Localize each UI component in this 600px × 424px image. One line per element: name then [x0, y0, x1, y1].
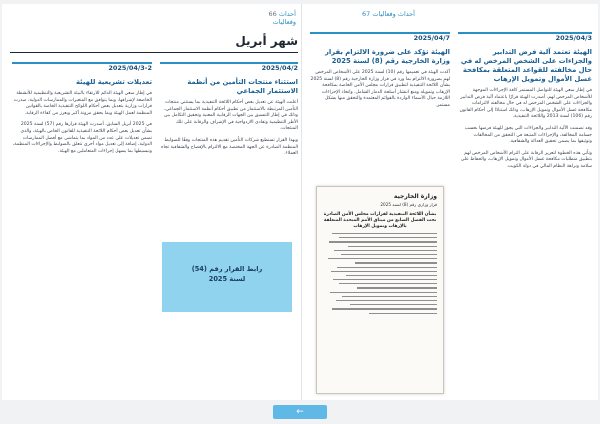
column-date-4: 2025/04/3 — [458, 32, 592, 42]
article-paragraph: في 2025 أبريل السابق، أصدرت الهيئة قرارها رقم (57) لسنة 2025 بشأن تعديل بعض أحكام اللائحة التنفيذية للقانون الخاص بالهيئة، والذي تضمن تعديلات على عدد من المواد بما يتماشى مع أفضل الممارسات الدولية، إضافة إلى تعديل مواد أخرى تتعلق بالضوابط والإجراءات المنظمة، وتبسيطها بما يسهل إجراءات المتعاملين مع الهيئة. — [12, 122, 152, 154]
article-paragraph: وقد تضمنت الآلية التدابير والجزاءات التي يجوز للهيئة فرضها بحسب جسامة المخالفة، والإجراءات المتبعة في التحقق من المخالفات وتوثيقها بما يضمن تحقيق العدالة والشفافية. — [464, 125, 592, 145]
document-subtitle: قرار وزاري رقم (8) لسنة 2025 — [380, 202, 437, 207]
document-text-line — [369, 313, 437, 314]
document-text-line — [350, 304, 437, 305]
document-text-line — [342, 296, 437, 297]
decision-link-box[interactable] — [162, 242, 292, 312]
document-text-line — [348, 246, 437, 247]
article-foreign-ministry-decision — [310, 48, 450, 115]
left-page-number: 66 — [268, 10, 277, 18]
arrow-left-icon[interactable]: ← — [296, 407, 304, 417]
right-section-name: أحداث وفعاليات — [372, 10, 415, 18]
right-page-header — [362, 10, 592, 28]
column-date-2: 2025/04/2 — [160, 62, 298, 72]
document-text-line — [341, 254, 437, 255]
back-arrow-button[interactable] — [273, 405, 327, 419]
article-paragraph: أعلنت الهيئة عن تعديل بعض أحكام اللائحة التنفيذية بما يستثني منتجات التأمين المرتبطة بالاستثمار من تطبيق أحكام أنظمة الاستثمار الجماعي، وذلك في إطار التنسيق بين الجهات الرقابية المعنية وتحقيق التكامل بين الأطر التنظيمية وتفادي الازدواجية في الإشراف والرقابة على تلك المنتجات. — [164, 100, 298, 132]
article-insurance-exemption — [160, 78, 298, 163]
document-text-line — [337, 267, 437, 268]
document-text-line — [328, 258, 437, 259]
article-heading: تعديلات تشريعية للهيئة — [75, 78, 152, 86]
document-text-line — [336, 300, 437, 301]
article-heading: الهيئة تؤكد على ضرورة الالتزام بقرار وزارة الخارجية رقم (8) لسنة 2025 — [325, 48, 450, 65]
document-text-line — [339, 283, 437, 284]
document-text-line — [357, 287, 437, 288]
left-section-name: أحداث وفعاليات — [272, 10, 296, 26]
document-text-line — [329, 241, 437, 242]
article-paragraph: في إطار سعي الهيئة الدائم للارتقاء بالبيئة التشريعية والتنظيمية للأنشطة الخاضعة لإشرافها، وبما يتوافق مع المتغيرات والممارسات الدولية، صدرت قرارات وزارية بتعديل بعض أحكام اللوائح التنفيذية الخاصة بالقوانين المنظمة لعمل الهيئة وبما يحقق مرونة أكبر ويعزز من كفاءة الرقابة. — [13, 91, 152, 116]
ministry-decision-document — [316, 186, 444, 394]
right-page-number: 67 — [362, 10, 371, 18]
article-legislative-amendments — [12, 78, 152, 160]
column-date-3: 2025/04/7 — [310, 32, 450, 42]
document-text-line — [339, 237, 437, 238]
document-text-line — [333, 279, 437, 280]
document-text-line — [332, 308, 437, 309]
article-heading: استثناء منتجات التأمين من أنظمة الاستثمار الجماعي — [187, 78, 298, 95]
decision-link-label[interactable]: رابط القرار رقم (54) لسنة 2025 — [191, 265, 263, 283]
document-title: وزارة الخارجية — [393, 193, 437, 200]
column-date-1: 2025/04/3-2 — [12, 62, 152, 72]
article-paragraph: في إطار سعي الهيئة للتواصل المستمر كافة الإجراءات الموجهة للأشخاص المرخص لهم، أصدرت الهيئة قرارًا باعتماد آلية فرض التدابير والجزاءات على الشخص المرخص له في حال مخالفته لالتزامات مكافحة غسل الأموال وتمويل الإرهاب، وذلك استنادًا إلى أحكام القانون رقم (106) لسنة 2013 واللائحة التنفيذية. — [459, 88, 592, 120]
document-text-line — [330, 292, 437, 293]
document-text-line — [355, 262, 437, 263]
left-page-header — [216, 10, 296, 28]
document-text-line — [332, 233, 437, 234]
document-text-line — [334, 250, 437, 251]
document-text-line — [331, 271, 437, 272]
document-heading: بشأن اللائحة التنفيذية لقرارات مجلس الأمن الصادرة تحت الفصل السابع من ميثاق الأمم المتحدة المتعلقة بالإرهاب وتمويل الإرهاب — [323, 212, 437, 229]
article-sanctions-mechanism — [458, 48, 592, 176]
right-page — [302, 4, 598, 400]
article-paragraph: وتأتي هذه الخطوة لتعزيز الرقابة على التزام الأشخاص المرخص لهم بتطبيق متطلبات مكافحة غسل الأموال وتمويل الإرهاب، والحفاظ على سلامة ونزاهة النظام المالي في دولة الكويت. — [460, 150, 592, 169]
article-paragraph: أكدت الهيئة في تعميمها رقم (10) لسنة 2025 على الأشخاص المرخص لهم بضرورة الالتزام بما ورد في قرار وزارة الخارجية رقم (8) لسنة 2025 بشأن اللائحة التنفيذية لتطبيق قرارات مجلس الأمن الخاصة بمكافحة الإرهاب وتمويله ومنع انتشار أسلحة الدمار الشامل، واتخاذ الإجراءات اللازمة حيال الأسماء الواردة بالقوائم المعتمدة والتحقق منها بشكل مستمر. — [310, 70, 450, 108]
article-paragraph: وبهذا القرار تستطيع شركات التأمين تقديم هذه المنتجات وفقًا للضوابط المنظمة الصادرة عن الجهة المختصة مع الالتزام بالإفصاح والشفافية تجاه العملاء. — [161, 137, 298, 157]
left-page — [2, 4, 302, 400]
article-heading: الهيئة تعتمد آلية فرض التدابير والجزاءات على الشخص المرخص له في حال مخالفته للقواعد المتعلقة بمكافحة غسل الأموال وتمويل الإرهاب — [460, 48, 592, 83]
page-title: شهر أبريل — [10, 34, 298, 53]
document-text-line — [346, 275, 437, 276]
